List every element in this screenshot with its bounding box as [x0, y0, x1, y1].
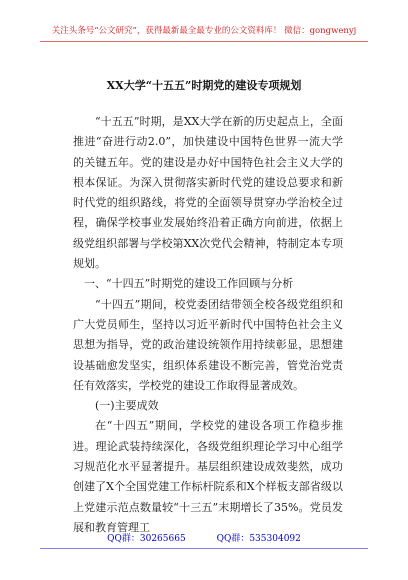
document-body — [73, 112, 343, 538]
achievements-paragraph: 在“十四五”期间，学校党的建设各项工作稳步推进。理论武装持续深化，各级党组织理论学习中心组学习规范化水平显著提升。基层组织建设成效斐然，成功创建了X个全国党建工作标杆院系和X个样板支部省级以上党建示范点数量较“十三五”末期增长了35%。党员发展和教育管理工 — [73, 419, 343, 534]
header-banner: 关注头条号“公文研究”，获得最新最全最专业的公文资料库！ 微信：gongwenyj — [51, 26, 357, 36]
qq-group-1: QQ群：30265665 — [107, 534, 186, 544]
footer-divider — [40, 548, 368, 549]
section-heading: 一、“十四五”时期党的建设工作回顾与分析 — [84, 277, 294, 291]
footer-contacts — [0, 531, 408, 544]
subsection-heading: (一)主要成效 — [95, 399, 159, 413]
qq-group-2: QQ群：535304092 — [216, 534, 301, 544]
document-title: XX大学“十五五”时期党的建设专项规划 — [106, 79, 302, 92]
intro-paragraph: “十五五”时期，是XX大学在新的历史起点上，全面推进“奋进行动2.0”，加快建设中国特色世界一流大学的关键五年。党的建设是办好中国特色社会主义大学的根本保证。为深入贯彻落实新时代党的建设总要求和新时代党的组织路线，将党的全面领导贯穿办学治校全过程，确保学校事业发展始终沿着正确方向前进，依据上级党组织部署与学校第XX次党代会精神，特制定本专项规划。 — [73, 115, 343, 271]
review-paragraph: “十四五”期间，校党委团结带领全校各级党组织和广大党员师生，坚持以习近平新时代中国特色社会主义思想为指导，党的政治建设统领作用持续彰显，思想建设基础愈发坚实，组织体系建设不断完善，管党治党责任有效落实，学校党的建设工作取得显著成效。 — [73, 297, 343, 392]
header-divider — [40, 41, 368, 42]
